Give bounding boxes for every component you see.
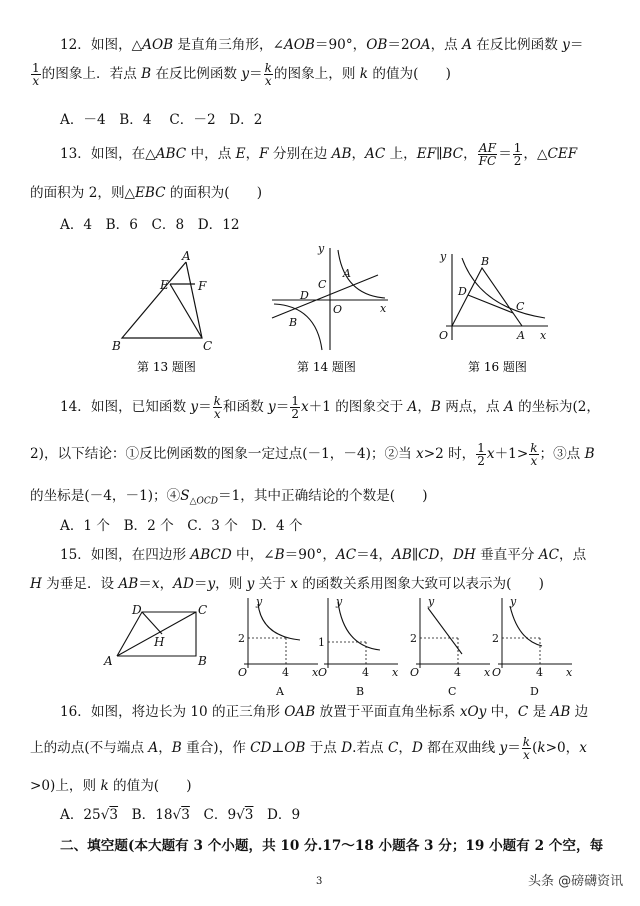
label-B: B bbox=[289, 316, 298, 329]
tick-y-label: 1 bbox=[318, 636, 325, 649]
label-B: B bbox=[481, 255, 490, 268]
q14-options: A．1 个 B．2 个 C．3 个 D．4 个 bbox=[60, 518, 303, 534]
q12-options: A．－4 B．4 C．－2 D．2 bbox=[60, 112, 263, 128]
q14-line2: 2)，以下结论：①反比例函数的图象一定过点(－1，－4)；②当 x>2 时， $\frac{1}{2}$ x＋1> $\frac{k}{x}$ ；③点 B bbox=[30, 441, 595, 468]
axis-y-label: y bbox=[510, 596, 517, 608]
fraction: $\frac{1}{x}$ bbox=[32, 61, 40, 88]
label-D: D bbox=[300, 289, 309, 302]
axis-y: y bbox=[440, 250, 447, 263]
label-A: A bbox=[343, 267, 351, 280]
label-E: E bbox=[160, 278, 169, 292]
axis-y: y bbox=[318, 242, 325, 255]
q13-line1: 13．如图，在△ABC 中，点 E，F 分别在边 AB，AC 上，EF∥BC， $\frac{AF}{FC}$ ＝ $\frac{1}{2}$ ，△CEF bbox=[60, 141, 578, 168]
q14-line1: 14．如图，已知函数 y＝ $\frac{k}{x}$ 和函数 y＝ $\frac{1}{2}$ x＋1 的图象交于 A，B 两点，点 A 的坐标为(2， bbox=[60, 394, 601, 421]
fraction: $\frac{k}{x}$ bbox=[264, 61, 272, 88]
tick-y-label: 2 bbox=[238, 632, 245, 645]
watermark: 头条 @磅礴资讯 bbox=[528, 874, 624, 889]
graph-curve bbox=[338, 602, 380, 650]
figure-14 bbox=[272, 248, 388, 350]
q12-line1: 12．如图，△AOB 是直角三角形，∠AOB＝90°，OB＝2OA，点 A 在反比例函数 y＝ bbox=[60, 37, 584, 53]
label-C: C bbox=[198, 603, 208, 617]
axis-y-label: y bbox=[256, 596, 263, 608]
q16-line2: 上的动点(不与端点 A，B 重合)，作 CD⊥OB 于点 D.若点 C，D 都在双曲线 y＝ $\frac{k}{x}$ (k>0，x bbox=[30, 735, 587, 762]
graph-curve bbox=[510, 606, 542, 646]
caption-13: 第 13 题图 bbox=[137, 360, 196, 374]
caption-16: 第 16 题图 bbox=[468, 360, 527, 374]
label-F: F bbox=[198, 279, 207, 293]
tick-x-label: 4 bbox=[362, 666, 369, 679]
q15-line2: H 为垂足．设 AB＝x，AD＝y，则 y 关于 x 的函数关系用图象大致可以表示为( ) bbox=[30, 576, 544, 592]
fraction: $\frac{k}{x}$ bbox=[530, 441, 538, 468]
q13-options: A．4 B．6 C．8 D．12 bbox=[60, 217, 240, 233]
graph-curve bbox=[258, 604, 300, 640]
label-B: B bbox=[198, 654, 207, 668]
axis-x-label: x bbox=[484, 666, 491, 679]
q16-line3: >0)上，则 k 的值为( ) bbox=[30, 778, 192, 794]
figure-13 bbox=[122, 262, 202, 338]
axis-y-label: y bbox=[428, 596, 435, 608]
axis-x-label: x bbox=[566, 666, 573, 679]
q16-line1: 16．如图，将边长为 10 的正三角形 OAB 放置于平面直角坐标系 xOy 中，C 是 AB 边 bbox=[60, 704, 589, 720]
option-label: A bbox=[276, 685, 284, 696]
tick-x-label: 4 bbox=[536, 666, 543, 679]
option-label: B bbox=[356, 685, 365, 696]
fraction: $\frac{1}{2}$ bbox=[291, 394, 299, 421]
q13-line2: 的面积为 2，则△EBC 的面积为( ) bbox=[30, 185, 263, 201]
origin-label: O bbox=[492, 666, 502, 679]
figures-row bbox=[0, 240, 640, 385]
graph-curve bbox=[428, 608, 462, 654]
tick-x-label: 4 bbox=[454, 666, 461, 679]
label-H: H bbox=[154, 635, 165, 649]
axis-y-label: y bbox=[336, 596, 343, 608]
label-C: C bbox=[318, 278, 327, 291]
fraction: $\frac{k}{x}$ bbox=[213, 394, 221, 421]
label-D: D bbox=[132, 603, 142, 617]
quadrilateral bbox=[117, 612, 196, 656]
page-number: 3 bbox=[316, 876, 323, 887]
q12-line2: $\frac{1}{x}$ 的图象上．若点 B 在反比例函数 y＝ $\frac{k}{x}$ 的图象上，则 k 的值为( ) bbox=[32, 61, 451, 88]
fraction: $\frac{1}{2}$ bbox=[477, 441, 485, 468]
label-A: A bbox=[182, 249, 191, 263]
label-A: A bbox=[104, 654, 113, 668]
label-O: O bbox=[439, 329, 449, 342]
label-B: B bbox=[112, 339, 121, 353]
axis-x-label: x bbox=[392, 666, 399, 679]
option-graphs bbox=[238, 596, 573, 696]
origin-label: O bbox=[410, 666, 420, 679]
section-2-heading: 二、填空题(本大题有 3 个小题，共 10 分.17～18 小题各 3 分；19 小题有 2 个空，每 bbox=[60, 838, 604, 854]
caption-14: 第 14 题图 bbox=[297, 360, 356, 374]
fraction: $\frac{1}{2}$ bbox=[513, 141, 522, 168]
axis-x-label: x bbox=[312, 666, 319, 679]
fraction: $\frac{AF}{FC}$ bbox=[478, 141, 497, 168]
q15-line1: 15．如图，在四边形 ABCD 中，∠B＝90°，AC＝4，AB∥CD，DH 垂直平分 AC，点 bbox=[60, 547, 587, 563]
tick-x-label: 4 bbox=[282, 666, 289, 679]
tick-y-label: 2 bbox=[410, 632, 417, 645]
label-O: O bbox=[333, 303, 343, 316]
fraction: $\frac{k}{x}$ bbox=[522, 735, 531, 762]
origin-label: O bbox=[238, 666, 248, 679]
label-C: C bbox=[203, 339, 213, 353]
q16-options: A．25√3 B．18√3 C．9√3 D．9 bbox=[60, 807, 301, 823]
label-D: D bbox=[458, 285, 467, 298]
tick-y-label: 2 bbox=[492, 632, 499, 645]
axis-x: x bbox=[380, 302, 387, 315]
option-label: C bbox=[448, 685, 457, 696]
label-C: C bbox=[516, 300, 525, 313]
q15-figures bbox=[0, 596, 640, 696]
origin-label: O bbox=[318, 666, 328, 679]
q14-line3: 的坐标是(－4，－1)；$④S_{\triangle OCD}=1$，其中正确结论的个数是( ) bbox=[30, 488, 428, 507]
axis-x: x bbox=[540, 329, 547, 342]
option-label: D bbox=[530, 685, 539, 696]
label-A: A bbox=[517, 329, 525, 342]
